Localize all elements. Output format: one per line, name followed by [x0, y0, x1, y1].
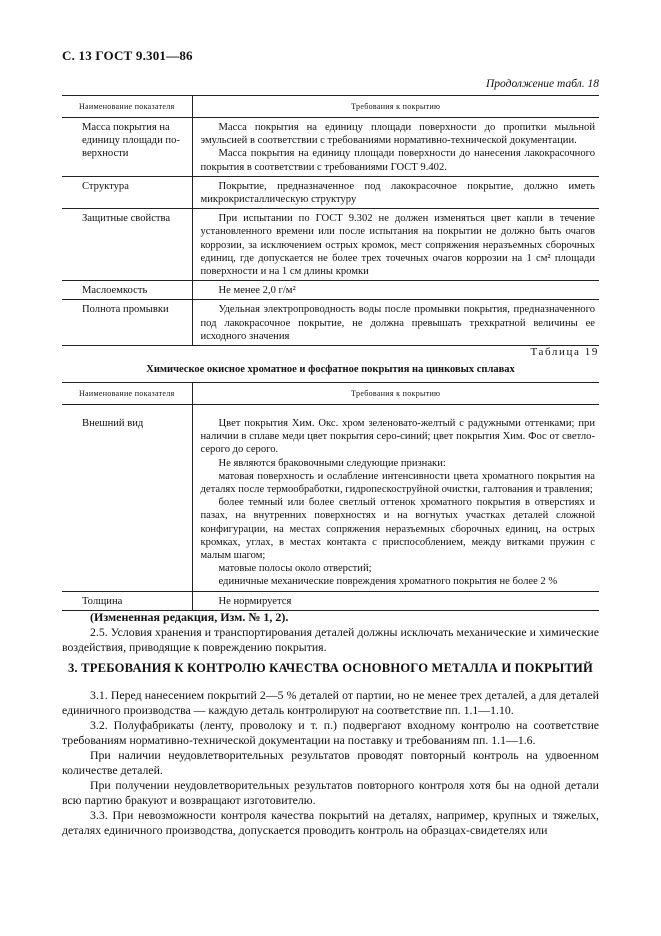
requirement-text: Удельная электропроводность воды после промывки покрытия, предназначенного под лакокрасочное покрытие, не должна превышать трехкратной величины ее исходного значения	[192, 300, 599, 346]
indicator-name: Внешний вид	[82, 418, 144, 429]
table-row	[62, 591, 599, 610]
requirement-text: Не нормируется	[192, 591, 599, 610]
column-header-indicator: Наименование показателя	[62, 96, 192, 118]
table-continuation-label: Продолжение табл. 18	[486, 78, 599, 90]
table-18	[62, 95, 599, 346]
paragraph: При наличии неудовлетворительных результатов проводят повторный контроль на удвоенном количестве деталей.	[62, 748, 599, 777]
paragraph: 3.1. Перед нанесением покрытий 2—5 % деталей от партии, но не менее трех деталей, а для деталей единичного производства — каждую деталь контролируют на соответствие пп. 1.1—1.10.	[62, 688, 599, 717]
table-row	[62, 281, 599, 300]
requirement-text: Масса покрытия на единицу площади поверхности до пропитки мыльной эмульсией в соответствии с требованиями нормативно-технической документации. Масса покрытия на единицу площади поверхности до нанесения лакокрасочного покрытия в соответствии с требованиями ГОСТ 9.402.	[192, 118, 599, 177]
column-header-requirements: Требования к покрытию	[192, 96, 599, 118]
paragraph-2-5: 2.5. Условия хранения и транспортирования деталей должны исключать механические и химические воздействия, приводящие к повреждению покрытия.	[62, 625, 599, 654]
indicator-name: Толщина	[62, 591, 192, 610]
table-row	[62, 176, 599, 208]
table-row	[62, 118, 599, 177]
indicator-name: Полнота промывки	[62, 300, 192, 346]
indicator-name: Защитные свойства	[62, 209, 192, 281]
page-header: С. 13 ГОСТ 9.301—86	[62, 48, 193, 63]
table-row	[62, 405, 599, 592]
requirement-text: Покрытие, предназначенное под лакокрасочное покрытие, должно иметь микрокристаллическую структуру	[192, 176, 599, 208]
column-header-indicator: Наименование показателя	[62, 383, 192, 405]
paragraph: При получении неудовлетворительных результатов повторного контроля хотя бы на одной детали всю партию бракуют и возвращают изготовителю.	[62, 778, 599, 807]
table-row	[62, 209, 599, 281]
section-heading: 3. ТРЕБОВАНИЯ К КОНТРОЛЮ КАЧЕСТВА ОСНОВНОГО МЕТАЛЛА И ПОКРЫТИЙ	[67, 661, 594, 675]
paragraph: 3.3. При невозможности контроля качества покрытий на деталях, например, крупных и тяжелых, деталях единичного производства, допускается проводить контроль на образцах-свидетелях или	[62, 808, 599, 837]
column-header-requirements: Требования к покрытию	[192, 383, 599, 405]
requirement-text: Не менее 2,0 г/м²	[192, 281, 599, 300]
indicator-name: Структура	[62, 176, 192, 208]
table-19	[62, 382, 599, 611]
amendment-note: (Измененная редакция, Изм. № 1, 2).	[90, 610, 289, 624]
table-title: Химическое окисное хроматное и фосфатное покрытия на цинковых сплавах	[146, 364, 515, 375]
indicator-name: Маслоемкость	[62, 281, 192, 300]
table-number: Таблица 19	[530, 346, 599, 358]
section-3-body	[62, 688, 599, 838]
paragraph: 3.2. Полуфабрикаты (ленту, проволоку и т. п.) подвергают входному контролю на соответствие требованиям нормативно-технической документации на поставку и требованиям пп. 1.1—1.6.	[62, 718, 599, 747]
requirement-text: Цвет покрытия Хим. Окс. хром зеленовато-желтый с радужными оттенками; при наличии в сплаве меди цвет покрытия серо-синий; цвет покрытия Хим. Фос от светло-серого до серого. Не являются браковочными следующие признаки: матовая поверхность и ослабление интенсивности цвета хроматного покрытия на деталях после термообработки, гидропескоструйной очистки, галтования и травления; более темный или более светлый оттенок хроматного покрытия в отверстиях и пазах, на внутренних поверхностях и на вогнутых участках деталей сложной конфигурации, на местах сопряжения неразъемных сборочных единиц, на острых кромках, углах, в местах контакта с приспособлением, между витками пружин с малым шагом; матовые полосы около отверстий; единичные механические повреждения хроматного покрытия не более 2 %	[192, 405, 599, 592]
indicator-name: Масса покрытия на единицу площади по- верхности	[82, 122, 180, 160]
table-row	[62, 300, 599, 346]
requirement-text: При испытании по ГОСТ 9.302 не должен изменяться цвет капли в течение установленного времени или после испытания на покрытии не должно быть очагов коррозии, за исключением острых кромок, мест сопряжения неразъемных сборочных единиц, где допускается не более трех точечных очагов коррозии на 1 см² площади поверхности и на 1 см длины кромки	[192, 209, 599, 281]
